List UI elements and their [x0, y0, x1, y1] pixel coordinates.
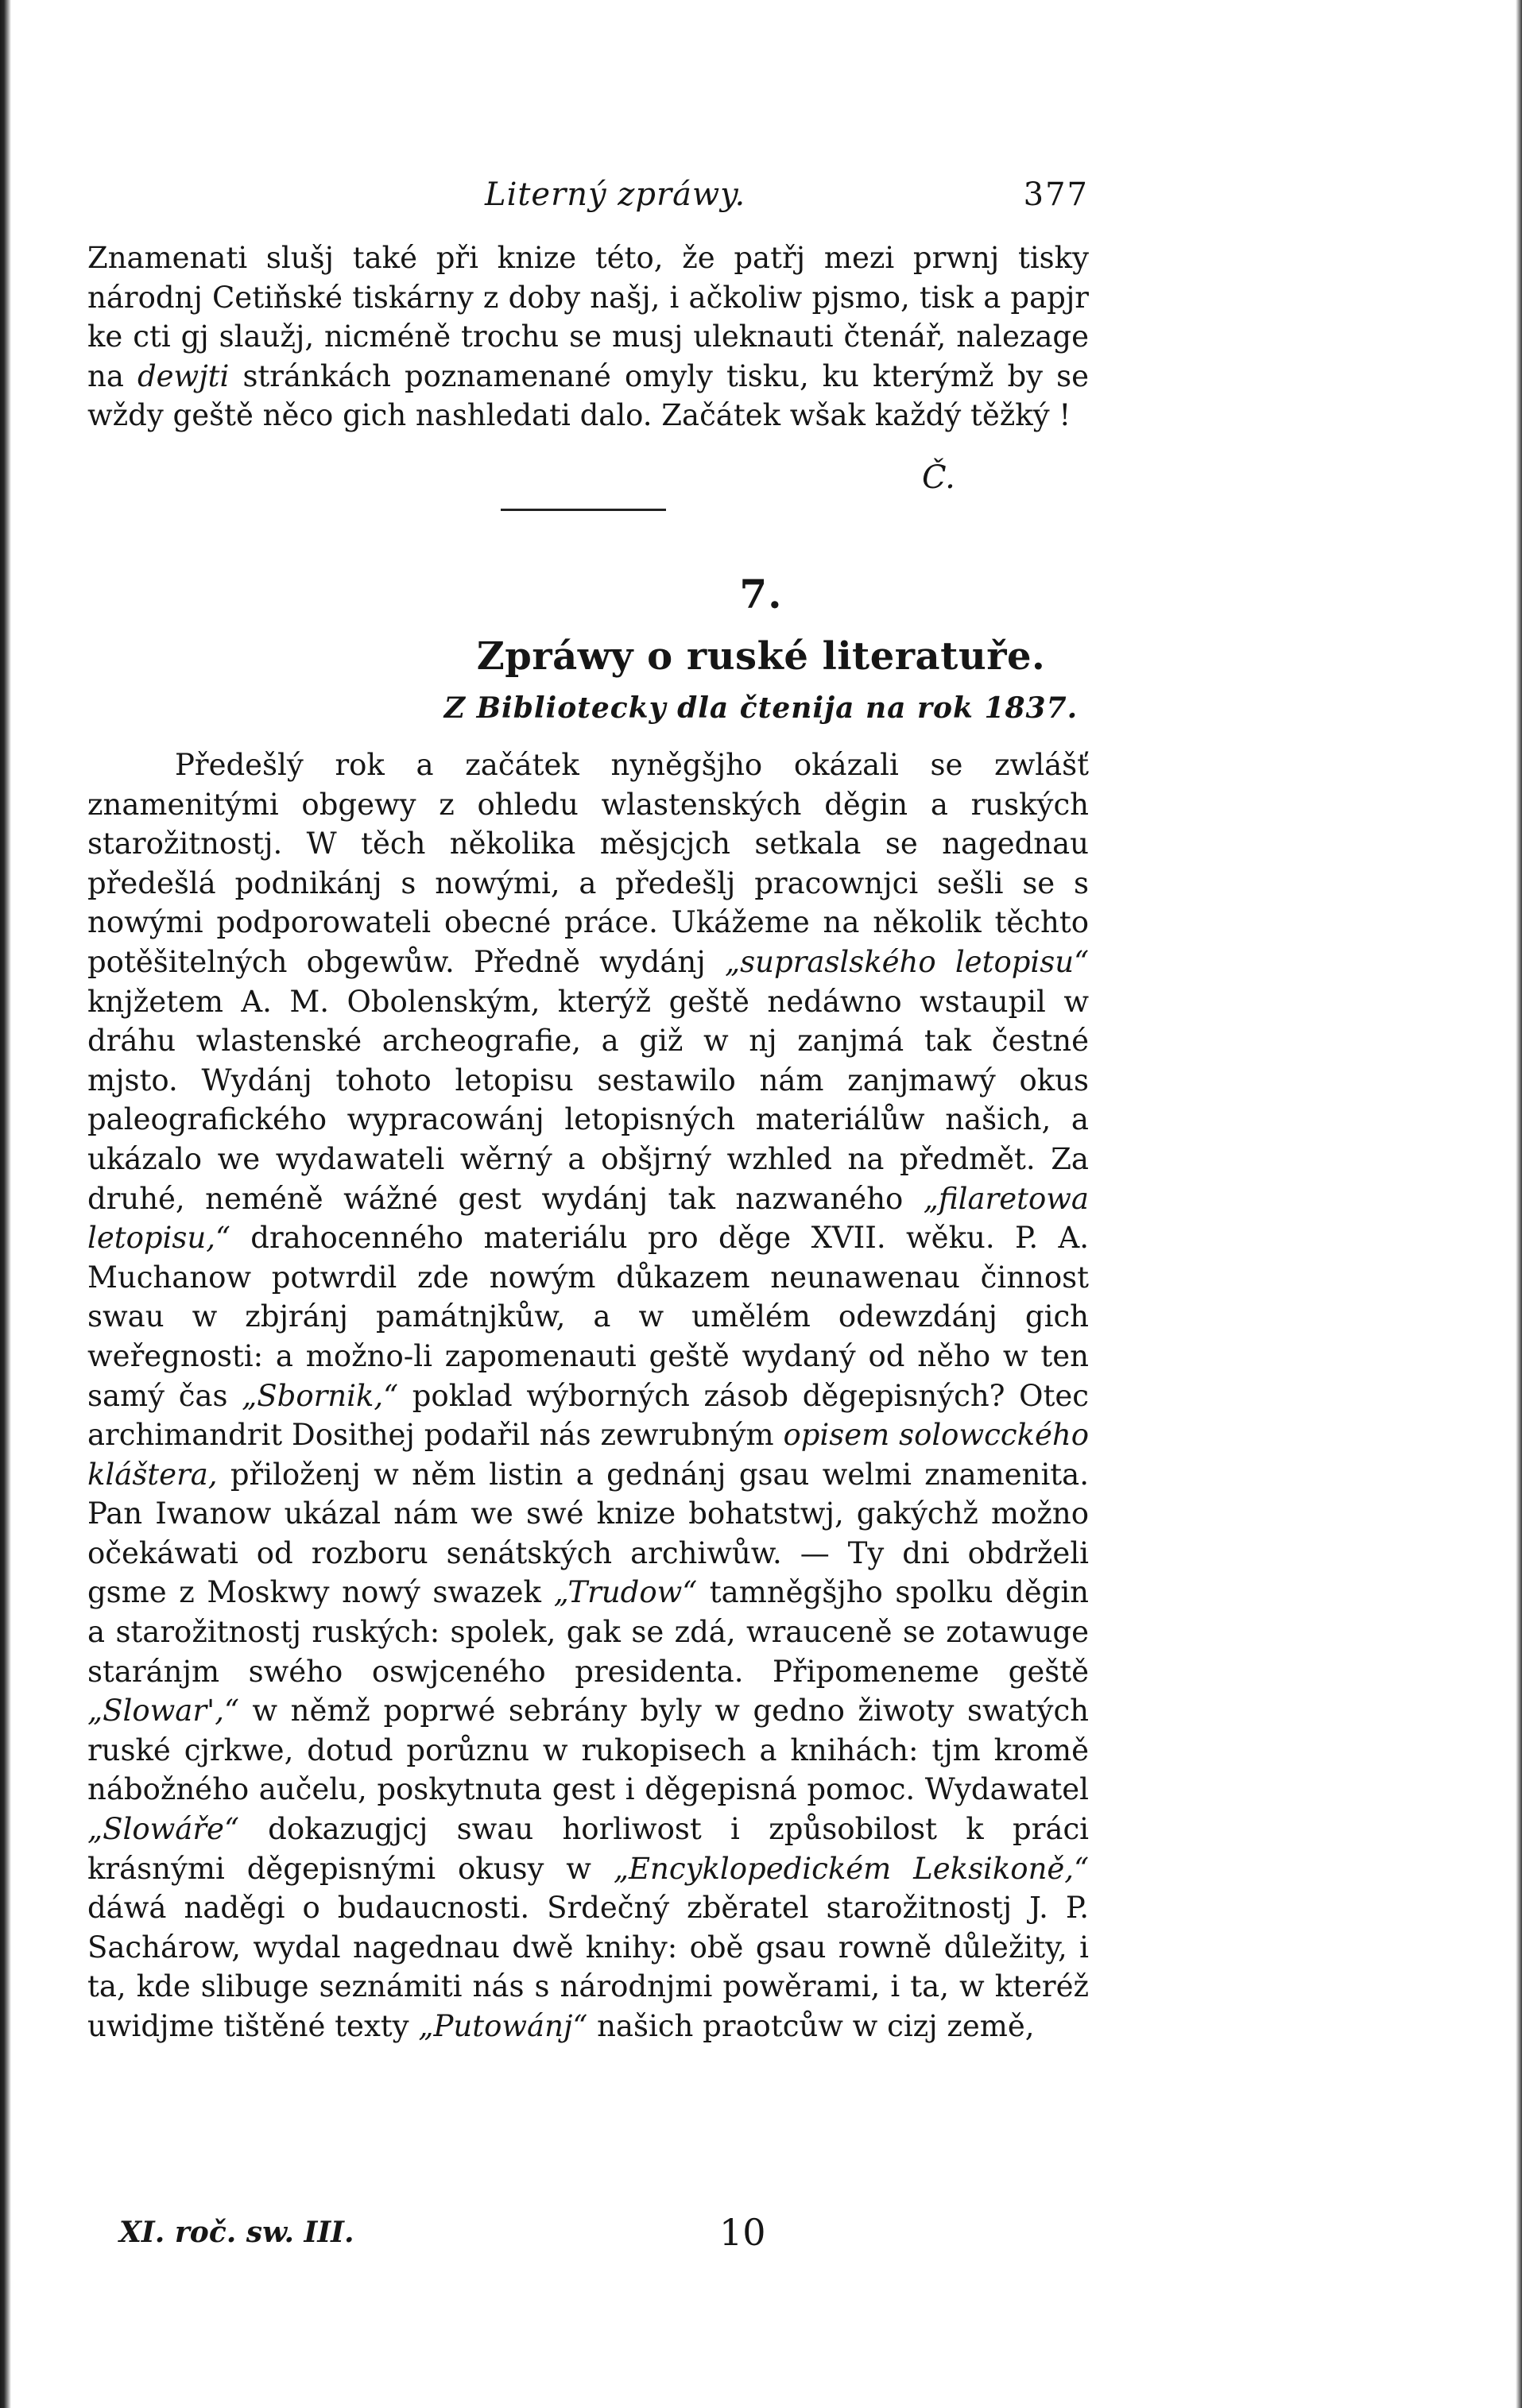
page-footer — [119, 2211, 1033, 2263]
italic-slowar: „Slowar',“ — [87, 1694, 239, 1729]
section-divider — [501, 509, 666, 511]
paragraph-2-text: dokazugjcj swau horliwost i způsobilost k práci krásnými děgepisnými okusy w — [87, 1812, 1089, 1886]
italic-solowecky-klaster: opisem solowcckého kláštera, — [87, 1418, 1089, 1492]
page-edge-right — [1516, 0, 1522, 2408]
italic-encyklopedicky-leksikon: „Encyklopedickém Leksikoně,“ — [613, 1851, 1089, 1886]
signature-mark: XI. roč. sw. III. — [119, 2216, 354, 2249]
paragraph-2-text: knjžetem A. M. Obolenským, kterýž geště nedáwno wstaupil w dráhu wlastenské archeografie, a giž w nj zanjmá tak čestné mjsto. Wydánj tohoto letopisu sestawilo nám zanjmawý okus paleografického wypracowánj letopisných materiálůw našich, a ukázalo we wydawateli wěrný a obšjrný wzhled na předmět. Za druhé, neméně wážné gest wydánj tak nazwaného — [87, 984, 1089, 1216]
paragraph-1-text-end: stránkách poznamenané omyly tisku, ku kterýmž by se wždy geště něco gich nashledati dalo. Začátek wšak každý těžký ! — [87, 358, 1089, 433]
paragraph-2-text: tamněgšjho spolku děgin a starožitnostj ruských: spolek, gak se zdá, wrauceně se zotawuge staránjm swého oswjceného presidenta. Připomeneme geště — [87, 1575, 1089, 1689]
italic-filaretow-letopis: „filaretowa letopisu,“ — [87, 1181, 1089, 1256]
page-header — [87, 176, 1089, 224]
page-edge-left — [0, 0, 11, 2408]
gathering-number: 10 — [719, 2211, 766, 2254]
paragraph-1 — [87, 238, 1089, 436]
italic-sbornik: „Sbornik,“ — [242, 1378, 399, 1413]
paragraph-2-text: Předešlý rok a začátek nyněgšjho okázali se zwlášť znamenitými obgewy z ohledu wlastenských děgin a ruských starožitnostj. W těch několika měsjcjch setkala se nagednau předešlá podnikánj s nowými, a předešlj pracownjci sešli se s nowými podporowateli obecné práce. Ukážeme na několik těchto potěšitelných obgewůw. Předně wydánj — [87, 748, 1089, 979]
paragraph-2-text: dáwá naděgi o budaucnosti. Srdečný zběratel starožitnostj J. P. Sachárow, wydal nagednau dwě knihy: obě gsau rowně důležity, i ta, kde slibuge seznámiti nás s národnjmi powěrami, i ta, w kteréž uwidjme tištěné texty — [87, 1891, 1089, 2043]
page-number: 377 — [1023, 176, 1089, 213]
paragraph-2-text: drahocenného materiálu pro děge XVII. wěku. P. A. Muchanow potwrdil zde nowým důkazem neunawenau činnost swau w zbjránj památnjkůw, a w umělém odewzdánj gich weřegnosti: a možno-li zapomenauti geště wydaný od něho w ten samý čas — [87, 1221, 1089, 1413]
paragraph-2-text: poklad wýborných zásob děgepisných? Otec archimandrit Dosithej podařil nás zewrubným — [87, 1378, 1089, 1453]
paragraph-2-text: našich praotcůw w cizj země, — [587, 2009, 1035, 2043]
italic-trudow: „Trudow“ — [553, 1575, 698, 1610]
author-signature: Č. — [922, 459, 955, 496]
paragraph-2-text: přiloženj w něm listin a gednánj gsau welmi znamenita. Pan Iwanow ukázal nám we swé knize bohatstwj, gakýchž možno očekáwati od rozboru senátských archiwůw. — Ty dni obdrželi gsme z Moskwy nowý swazek — [87, 1457, 1089, 1610]
section-source: Z Bibliotecky dla čtenija na rok 1837. — [443, 691, 1079, 725]
italic-putowani: „Putowánj“ — [418, 2009, 588, 2043]
italic-slowar-2: „Slowáře“ — [87, 1812, 239, 1847]
italic-supraslsky-letopis: „supraslského letopisu“ — [724, 944, 1089, 979]
paragraph-2-text: w němž poprwé sebrány byly w gedno žiwoty swatých ruské cjrkwe, dotud porůznu w rukopisech a knihách: tjm kromě nábožného aučelu, poskytnuta gest i děgepisná pomoc. Wydawatel — [87, 1694, 1089, 1807]
section-title: Zpráwy o ruské literatuře. — [476, 634, 1046, 679]
paragraph-1-text: Znamenati slušj také při knize této, že patřj mezi prwnj tisky národnj Cetiňské tiskárny z doby našj, i ačkoliw pjsmo, tisk a papjr ke cti gj slaužj, nicméně trochu se musj uleknauti čtenář, nalezage na — [87, 241, 1089, 393]
paragraph-1-italic: dewjti — [137, 358, 230, 393]
section-number: 7. — [739, 571, 783, 617]
running-title: Literný zpráwy. — [485, 176, 746, 213]
paragraph-2 — [87, 745, 1089, 2046]
